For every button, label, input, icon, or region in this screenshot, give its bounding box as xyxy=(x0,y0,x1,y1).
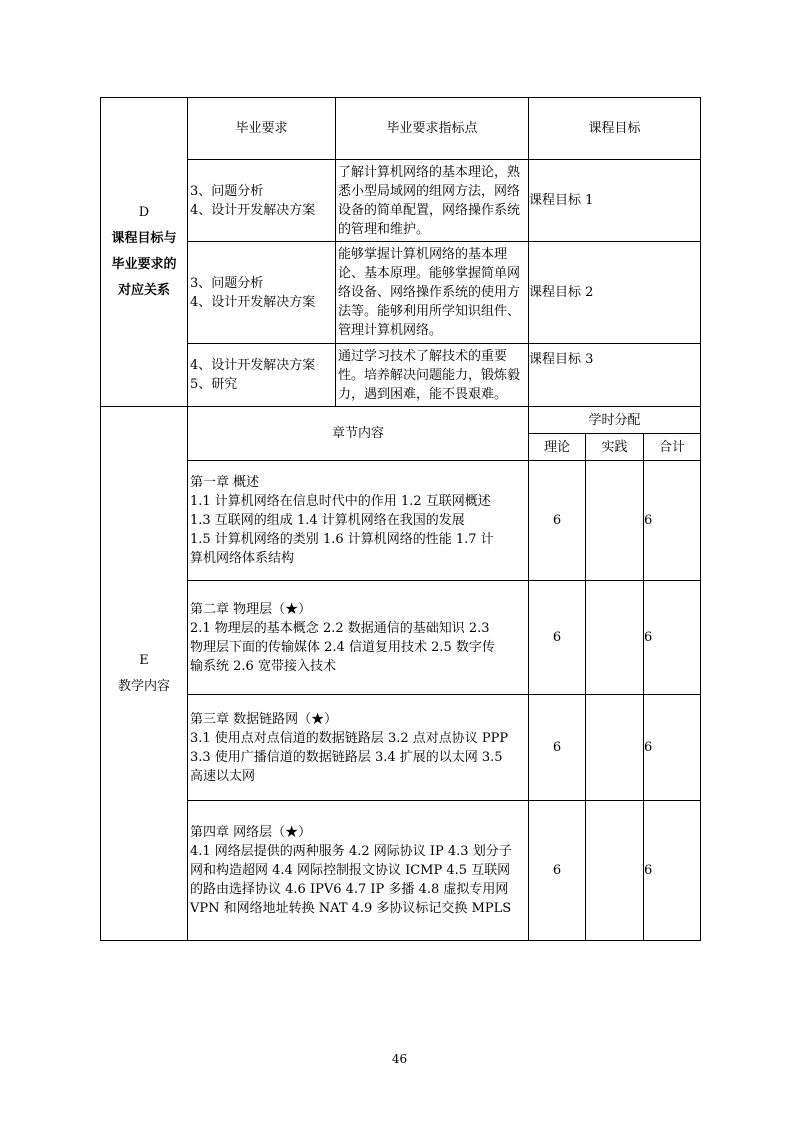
header-hours: 学时分配 xyxy=(529,407,701,434)
chapter-line: 1.5 计算机网络的类别 1.6 计算机网络的性能 1.7 计 xyxy=(190,532,494,547)
indicator-line: 论、基本原理。能够掌握简单网 xyxy=(338,266,521,281)
chapter-content-cell xyxy=(188,461,529,581)
chapter-line: 1.3 互联网的组成 1.4 计算机网络在我国的发展 xyxy=(190,513,465,528)
indicator-line: 络设备、网络操作系统的使用方 xyxy=(338,285,521,300)
table-row xyxy=(101,801,701,941)
chapter-line: 第三章 数据链路网（★） xyxy=(190,711,338,727)
theory-hours: 6 xyxy=(529,801,586,941)
section-e-title: 教学内容 xyxy=(117,678,170,694)
header-practice: 实践 xyxy=(586,434,644,461)
header-indicator: 毕业要求指标点 xyxy=(336,98,529,160)
indicator-line: 力，遇到困难，能不畏艰难。 xyxy=(338,386,508,402)
theory-hours: 6 xyxy=(529,695,586,801)
section-d-title-2: 毕业要求的 xyxy=(111,257,177,272)
chapter-line: 算机网络体系结构 xyxy=(190,551,295,566)
header-chapter-content: 章节内容 xyxy=(188,407,529,461)
chapter-line: 1.1 计算机网络在信息时代中的作用 1.2 互联网概述 xyxy=(190,494,491,509)
indicator-line: 的管理和维护。 xyxy=(338,221,430,237)
practice-hours xyxy=(586,461,644,581)
chapter-line: 第一章 概述 xyxy=(190,475,260,490)
header-requirement: 毕业要求 xyxy=(188,98,336,160)
total-hours: 6 xyxy=(644,581,701,695)
indicator-line: 法等。能够利用所学知识组件、 xyxy=(338,304,521,319)
indicator-cell xyxy=(336,242,529,344)
header-total: 合计 xyxy=(644,434,701,461)
requirement-cell xyxy=(188,344,336,407)
requirement-line: 5、研究 xyxy=(190,377,238,392)
table-row xyxy=(101,695,701,801)
indicator-line: 设备的简单配置，网络操作系统 xyxy=(338,202,521,218)
indicator-line: 管理计算机网络。 xyxy=(338,323,443,338)
course-goal-cell: 课程目标 3 xyxy=(529,344,701,407)
chapter-line: 高速以太网 xyxy=(190,768,256,784)
practice-hours xyxy=(586,581,644,695)
section-d-code: D xyxy=(138,205,150,220)
chapter-content-cell xyxy=(188,801,529,941)
requirement-line: 3、问题分析 xyxy=(190,275,264,291)
total-hours: 6 xyxy=(644,695,701,801)
section-d-label xyxy=(101,98,188,407)
chapter-line: 输系统 2.6 宽带接入技术 xyxy=(190,658,336,674)
header-course-goal: 课程目标 xyxy=(529,98,701,160)
chapter-line: 物理层下面的传输媒体 2.4 信道复用技术 2.5 数字传 xyxy=(190,639,495,655)
table-row xyxy=(101,242,701,344)
chapter-content-cell xyxy=(188,695,529,801)
requirement-line: 3、问题分析 xyxy=(190,183,264,199)
table-row xyxy=(101,581,701,695)
chapter-line: VPN 和网络地址转换 NAT 4.9 多协议标记交换 MPLS xyxy=(190,901,512,916)
requirement-cell xyxy=(188,160,336,242)
table-row xyxy=(101,160,701,242)
theory-hours: 6 xyxy=(529,581,586,695)
section-e-code: E xyxy=(139,652,149,668)
total-hours: 6 xyxy=(644,801,701,941)
indicator-line: 能够掌握计算机网络的基本理 xyxy=(338,247,508,262)
chapter-line: 第四章 网络层（★） xyxy=(190,825,312,840)
indicator-cell xyxy=(336,160,529,242)
section-e-label xyxy=(101,407,188,941)
chapter-line: 第二章 物理层（★） xyxy=(190,601,312,617)
chapter-line: 3.3 使用广播信道的数据链路层 3.4 扩展的以太网 3.5 xyxy=(190,749,503,765)
indicator-line: 悉小型局域网的组网方法，网络 xyxy=(338,183,521,199)
chapter-line: 4.1 网络层提供的两种服务 4.2 网际协议 IP 4.3 划分子 xyxy=(190,844,512,859)
practice-hours xyxy=(586,695,644,801)
requirement-line: 4、设计开发解决方案 xyxy=(190,202,316,218)
course-goal-cell: 课程目标 1 xyxy=(529,160,701,242)
page-number: 46 xyxy=(391,1052,408,1066)
requirement-cell xyxy=(188,242,336,344)
chapter-line: 网和构造超网 4.4 网际控制报文协议 ICMP 4.5 互联网 xyxy=(190,863,511,878)
section-d-title-1: 课程目标与 xyxy=(111,231,177,246)
chapter-line: 2.1 物理层的基本概念 2.2 数据通信的基础知识 2.3 xyxy=(190,620,490,636)
course-goal-cell: 课程目标 2 xyxy=(529,242,701,344)
table-row xyxy=(101,344,701,407)
indicator-line: 通过学习技术了解技术的重要 xyxy=(338,348,508,364)
indicator-line: 性。培养解决问题能力，锻炼毅 xyxy=(338,367,521,383)
requirement-line: 4、设计开发解决方案 xyxy=(190,358,316,373)
section-d-title-3: 对应关系 xyxy=(117,283,170,298)
indicator-cell xyxy=(336,344,529,407)
header-theory: 理论 xyxy=(529,434,586,461)
indicator-line: 了解计算机网络的基本理论，熟 xyxy=(338,164,521,180)
total-hours: 6 xyxy=(644,461,701,581)
requirement-line: 4、设计开发解决方案 xyxy=(190,294,316,310)
chapter-content-cell xyxy=(188,581,529,695)
chapter-line: 的路由选择协议 4.6 IPV6 4.7 IP 多播 4.8 虚拟专用网 xyxy=(190,882,509,897)
table-row xyxy=(101,461,701,581)
practice-hours xyxy=(586,801,644,941)
chapter-line: 3.1 使用点对点信道的数据链路层 3.2 点对点协议 PPP xyxy=(190,730,509,746)
curriculum-table xyxy=(100,97,701,941)
theory-hours: 6 xyxy=(529,461,586,581)
